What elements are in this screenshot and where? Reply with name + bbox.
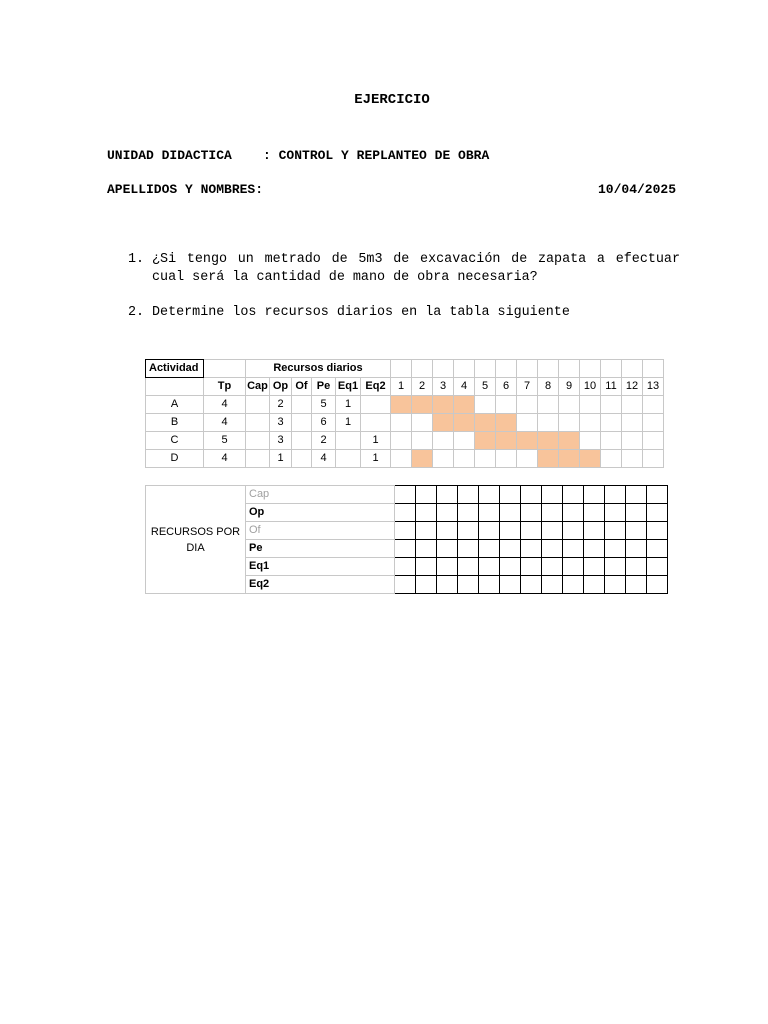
summary-input-cell[interactable] [521,558,542,576]
gantt-empty-cell [622,432,643,450]
resource-value: 2 [312,432,336,450]
gantt-bar-cell [412,396,433,414]
summary-input-cell[interactable] [626,522,647,540]
summary-input-cell[interactable] [584,504,605,522]
gantt-empty-cell [580,432,601,450]
summary-input-cell[interactable] [647,558,668,576]
schedule-header-row-2 [146,378,664,396]
summary-input-cell[interactable] [458,540,479,558]
resource-value: 5 [312,396,336,414]
summary-input-cell[interactable] [542,522,563,540]
question-1 [128,251,680,287]
summary-input-cell[interactable] [563,522,584,540]
gantt-empty-cell [454,432,475,450]
activity-tp: 4 [204,450,246,468]
question-text: Determine los recursos diarios en la tabla siguiente [152,305,570,320]
gantt-empty-cell [601,450,622,468]
gantt-empty-cell [475,396,496,414]
resource-value [361,414,391,432]
gantt-empty-cell [643,450,664,468]
header-day: 5 [475,378,496,396]
summary-input-cell[interactable] [395,486,416,504]
summary-input-cell[interactable] [647,486,668,504]
summary-input-cell[interactable] [416,540,437,558]
gantt-bar-cell [433,414,454,432]
gantt-empty-cell [643,414,664,432]
summary-input-cell[interactable] [500,540,521,558]
resource-value [292,396,312,414]
summary-input-cell[interactable] [605,558,626,576]
summary-input-cell[interactable] [542,576,563,594]
header-resource: Cap [246,378,270,396]
header-blank [580,360,601,378]
gantt-empty-cell [643,396,664,414]
resource-value [246,414,270,432]
summary-input-cell[interactable] [647,576,668,594]
resources-per-day-table [145,485,668,594]
summary-input-cell[interactable] [605,576,626,594]
summary-input-cell[interactable] [479,486,500,504]
resource-value: 1 [361,432,391,450]
header-blank [643,360,664,378]
activity-name: B [146,414,204,432]
activity-tp: 4 [204,414,246,432]
header-day: 3 [433,378,454,396]
activity-name: A [146,396,204,414]
gantt-empty-cell [517,414,538,432]
summary-input-cell[interactable] [416,522,437,540]
gantt-bar-cell [454,414,475,432]
gantt-empty-cell [391,450,412,468]
header-resource: Eq2 [361,378,391,396]
header-blank [391,360,412,378]
gantt-empty-cell [559,414,580,432]
gantt-bar-cell [496,414,517,432]
resource-value [246,432,270,450]
gantt-bar-cell [412,450,433,468]
gantt-empty-cell [454,450,475,468]
summary-input-cell[interactable] [521,486,542,504]
summary-input-cell[interactable] [479,522,500,540]
gantt-bar-cell [475,432,496,450]
header-day: 12 [622,378,643,396]
gantt-bar-cell [433,396,454,414]
summary-resource-label: Of [246,522,395,540]
summary-input-cell[interactable] [479,576,500,594]
summary-input-cell[interactable] [584,540,605,558]
summary-input-cell[interactable] [437,576,458,594]
header-day: 1 [391,378,412,396]
summary-row [146,486,668,504]
header-blank [538,360,559,378]
gantt-empty-cell [475,450,496,468]
resource-value: 4 [312,450,336,468]
header-day: 7 [517,378,538,396]
gantt-empty-cell [622,450,643,468]
summary-input-cell[interactable] [458,486,479,504]
header-resource: Pe [312,378,336,396]
header-resource: Of [292,378,312,396]
resource-value [246,450,270,468]
summary-input-cell[interactable] [437,486,458,504]
gantt-empty-cell [517,396,538,414]
summary-input-cell[interactable] [563,486,584,504]
gantt-empty-cell [643,432,664,450]
header-blank [433,360,454,378]
header-blank [204,360,246,378]
resource-value [246,396,270,414]
schedule-row [146,432,664,450]
summary-input-cell[interactable] [542,558,563,576]
summary-input-cell[interactable] [563,558,584,576]
summary-input-cell[interactable] [605,504,626,522]
schedule-row [146,450,664,468]
gantt-bar-cell [391,396,412,414]
summary-input-cell[interactable] [458,504,479,522]
summary-input-cell[interactable] [437,522,458,540]
summary-input-cell[interactable] [584,486,605,504]
summary-input-cell[interactable] [458,558,479,576]
summary-input-cell[interactable] [437,504,458,522]
date-label: 10/04/2025 [597,182,676,197]
gantt-empty-cell [622,414,643,432]
summary-input-cell[interactable] [479,504,500,522]
summary-input-cell[interactable] [626,576,647,594]
label-line: DIA [186,541,205,554]
summary-input-cell[interactable] [521,522,542,540]
summary-input-cell[interactable] [500,576,521,594]
summary-input-cell[interactable] [521,504,542,522]
resource-value [336,450,361,468]
summary-input-cell[interactable] [542,486,563,504]
summary-resource-label: Eq1 [246,558,395,576]
recursos-por-dia-label [146,486,246,594]
gantt-empty-cell [580,396,601,414]
resource-value: 6 [312,414,336,432]
resource-value: 3 [270,432,292,450]
gantt-bar-cell [517,432,538,450]
gantt-empty-cell [391,432,412,450]
resource-value: 2 [270,396,292,414]
header-day: 9 [559,378,580,396]
summary-input-cell[interactable] [542,504,563,522]
header-day: 10 [580,378,601,396]
summary-input-cell[interactable] [626,558,647,576]
gantt-empty-cell [538,414,559,432]
header-tp: Tp [204,378,246,396]
summary-input-cell[interactable] [395,504,416,522]
summary-input-cell[interactable] [563,540,584,558]
summary-input-cell[interactable] [605,486,626,504]
schedule-row [146,396,664,414]
gantt-bar-cell [559,450,580,468]
summary-input-cell[interactable] [647,540,668,558]
gantt-empty-cell [559,396,580,414]
gantt-bar-cell [538,450,559,468]
resource-value [336,432,361,450]
summary-input-cell[interactable] [521,540,542,558]
label-line: RECURSOS POR [150,525,241,538]
summary-resource-label: Cap [246,486,395,504]
schedule-header-row-1 [146,360,664,378]
header-day: 6 [496,378,517,396]
summary-input-cell[interactable] [500,558,521,576]
header-blank [454,360,475,378]
summary-input-cell[interactable] [416,486,437,504]
summary-input-cell[interactable] [458,522,479,540]
summary-input-cell[interactable] [395,558,416,576]
summary-input-cell[interactable] [584,576,605,594]
summary-resource-label: Eq2 [246,576,395,594]
summary-input-cell[interactable] [647,522,668,540]
activity-name: D [146,450,204,468]
header-actividad: Actividad [146,360,204,378]
gantt-empty-cell [433,432,454,450]
unidad-didactica-line: UNIDAD DIDACTICA : CONTROL Y REPLANTEO DE OBRA [107,148,490,163]
gantt-bar-cell [496,432,517,450]
summary-input-cell[interactable] [605,540,626,558]
header-blank [559,360,580,378]
question-number: 1. [128,252,145,267]
summary-input-cell[interactable] [458,576,479,594]
gantt-empty-cell [496,450,517,468]
gantt-empty-cell [601,414,622,432]
gantt-empty-cell [433,450,454,468]
resource-value: 1 [270,450,292,468]
resource-value: 1 [336,414,361,432]
summary-input-cell[interactable] [584,558,605,576]
apellidos-nombres-label: APELLIDOS Y NOMBRES: [107,182,264,197]
header-blank [517,360,538,378]
summary-input-cell[interactable] [479,540,500,558]
summary-input-cell[interactable] [563,576,584,594]
header-blank [496,360,517,378]
header-blank [601,360,622,378]
summary-resource-label: Pe [246,540,395,558]
header-blank [622,360,643,378]
gantt-empty-cell [622,396,643,414]
header-day: 8 [538,378,559,396]
resource-value [292,414,312,432]
summary-input-cell[interactable] [626,486,647,504]
schedule-row [146,414,664,432]
summary-input-cell[interactable] [395,576,416,594]
header-day: 11 [601,378,622,396]
gantt-empty-cell [601,396,622,414]
summary-input-cell[interactable] [500,504,521,522]
gantt-bar-cell [580,450,601,468]
header-day: 4 [454,378,475,396]
gantt-empty-cell [601,432,622,450]
question-number: 2. [128,305,145,320]
gantt-empty-cell [496,396,517,414]
gantt-bar-cell [538,432,559,450]
header-recursos-diarios: Recursos diarios [246,360,391,378]
summary-resource-label: Op [246,504,395,522]
summary-input-cell[interactable] [500,486,521,504]
gantt-empty-cell [538,396,559,414]
resource-value [292,450,312,468]
gantt-bar-cell [559,432,580,450]
summary-input-cell[interactable] [416,504,437,522]
gantt-bar-cell [475,414,496,432]
gantt-empty-cell [580,414,601,432]
resource-value [361,396,391,414]
activity-name: C [146,432,204,450]
summary-input-cell[interactable] [605,522,626,540]
header-resource: Eq1 [336,378,361,396]
question-text: ¿Si tengo un metrado de 5m3 de excavación de zapata a efectuar cual será la cantidad de mano de obra necesaria? [152,252,680,285]
resource-value [292,432,312,450]
summary-input-cell[interactable] [416,558,437,576]
summary-input-cell[interactable] [395,522,416,540]
summary-input-cell[interactable] [563,504,584,522]
activity-tp: 5 [204,432,246,450]
resource-value: 1 [336,396,361,414]
gantt-empty-cell [391,414,412,432]
activity-tp: 4 [204,396,246,414]
gantt-bar-cell [454,396,475,414]
resource-value: 3 [270,414,292,432]
summary-input-cell[interactable] [626,504,647,522]
summary-input-cell[interactable] [437,540,458,558]
question-2 [128,304,680,322]
summary-input-cell[interactable] [521,576,542,594]
header-blank [475,360,496,378]
header-resource: Op [270,378,292,396]
header-day: 13 [643,378,664,396]
header-blank [412,360,433,378]
summary-input-cell[interactable] [584,522,605,540]
schedule-table [145,359,664,468]
summary-input-cell[interactable] [647,504,668,522]
summary-input-cell[interactable] [479,558,500,576]
summary-input-cell[interactable] [416,576,437,594]
page-title: EJERCICIO [354,92,430,108]
summary-input-cell[interactable] [500,522,521,540]
header-day: 2 [412,378,433,396]
gantt-empty-cell [412,414,433,432]
summary-input-cell[interactable] [395,540,416,558]
gantt-empty-cell [517,450,538,468]
summary-input-cell[interactable] [626,540,647,558]
gantt-empty-cell [412,432,433,450]
summary-input-cell[interactable] [542,540,563,558]
summary-input-cell[interactable] [437,558,458,576]
resource-value: 1 [361,450,391,468]
header-blank [146,378,204,396]
